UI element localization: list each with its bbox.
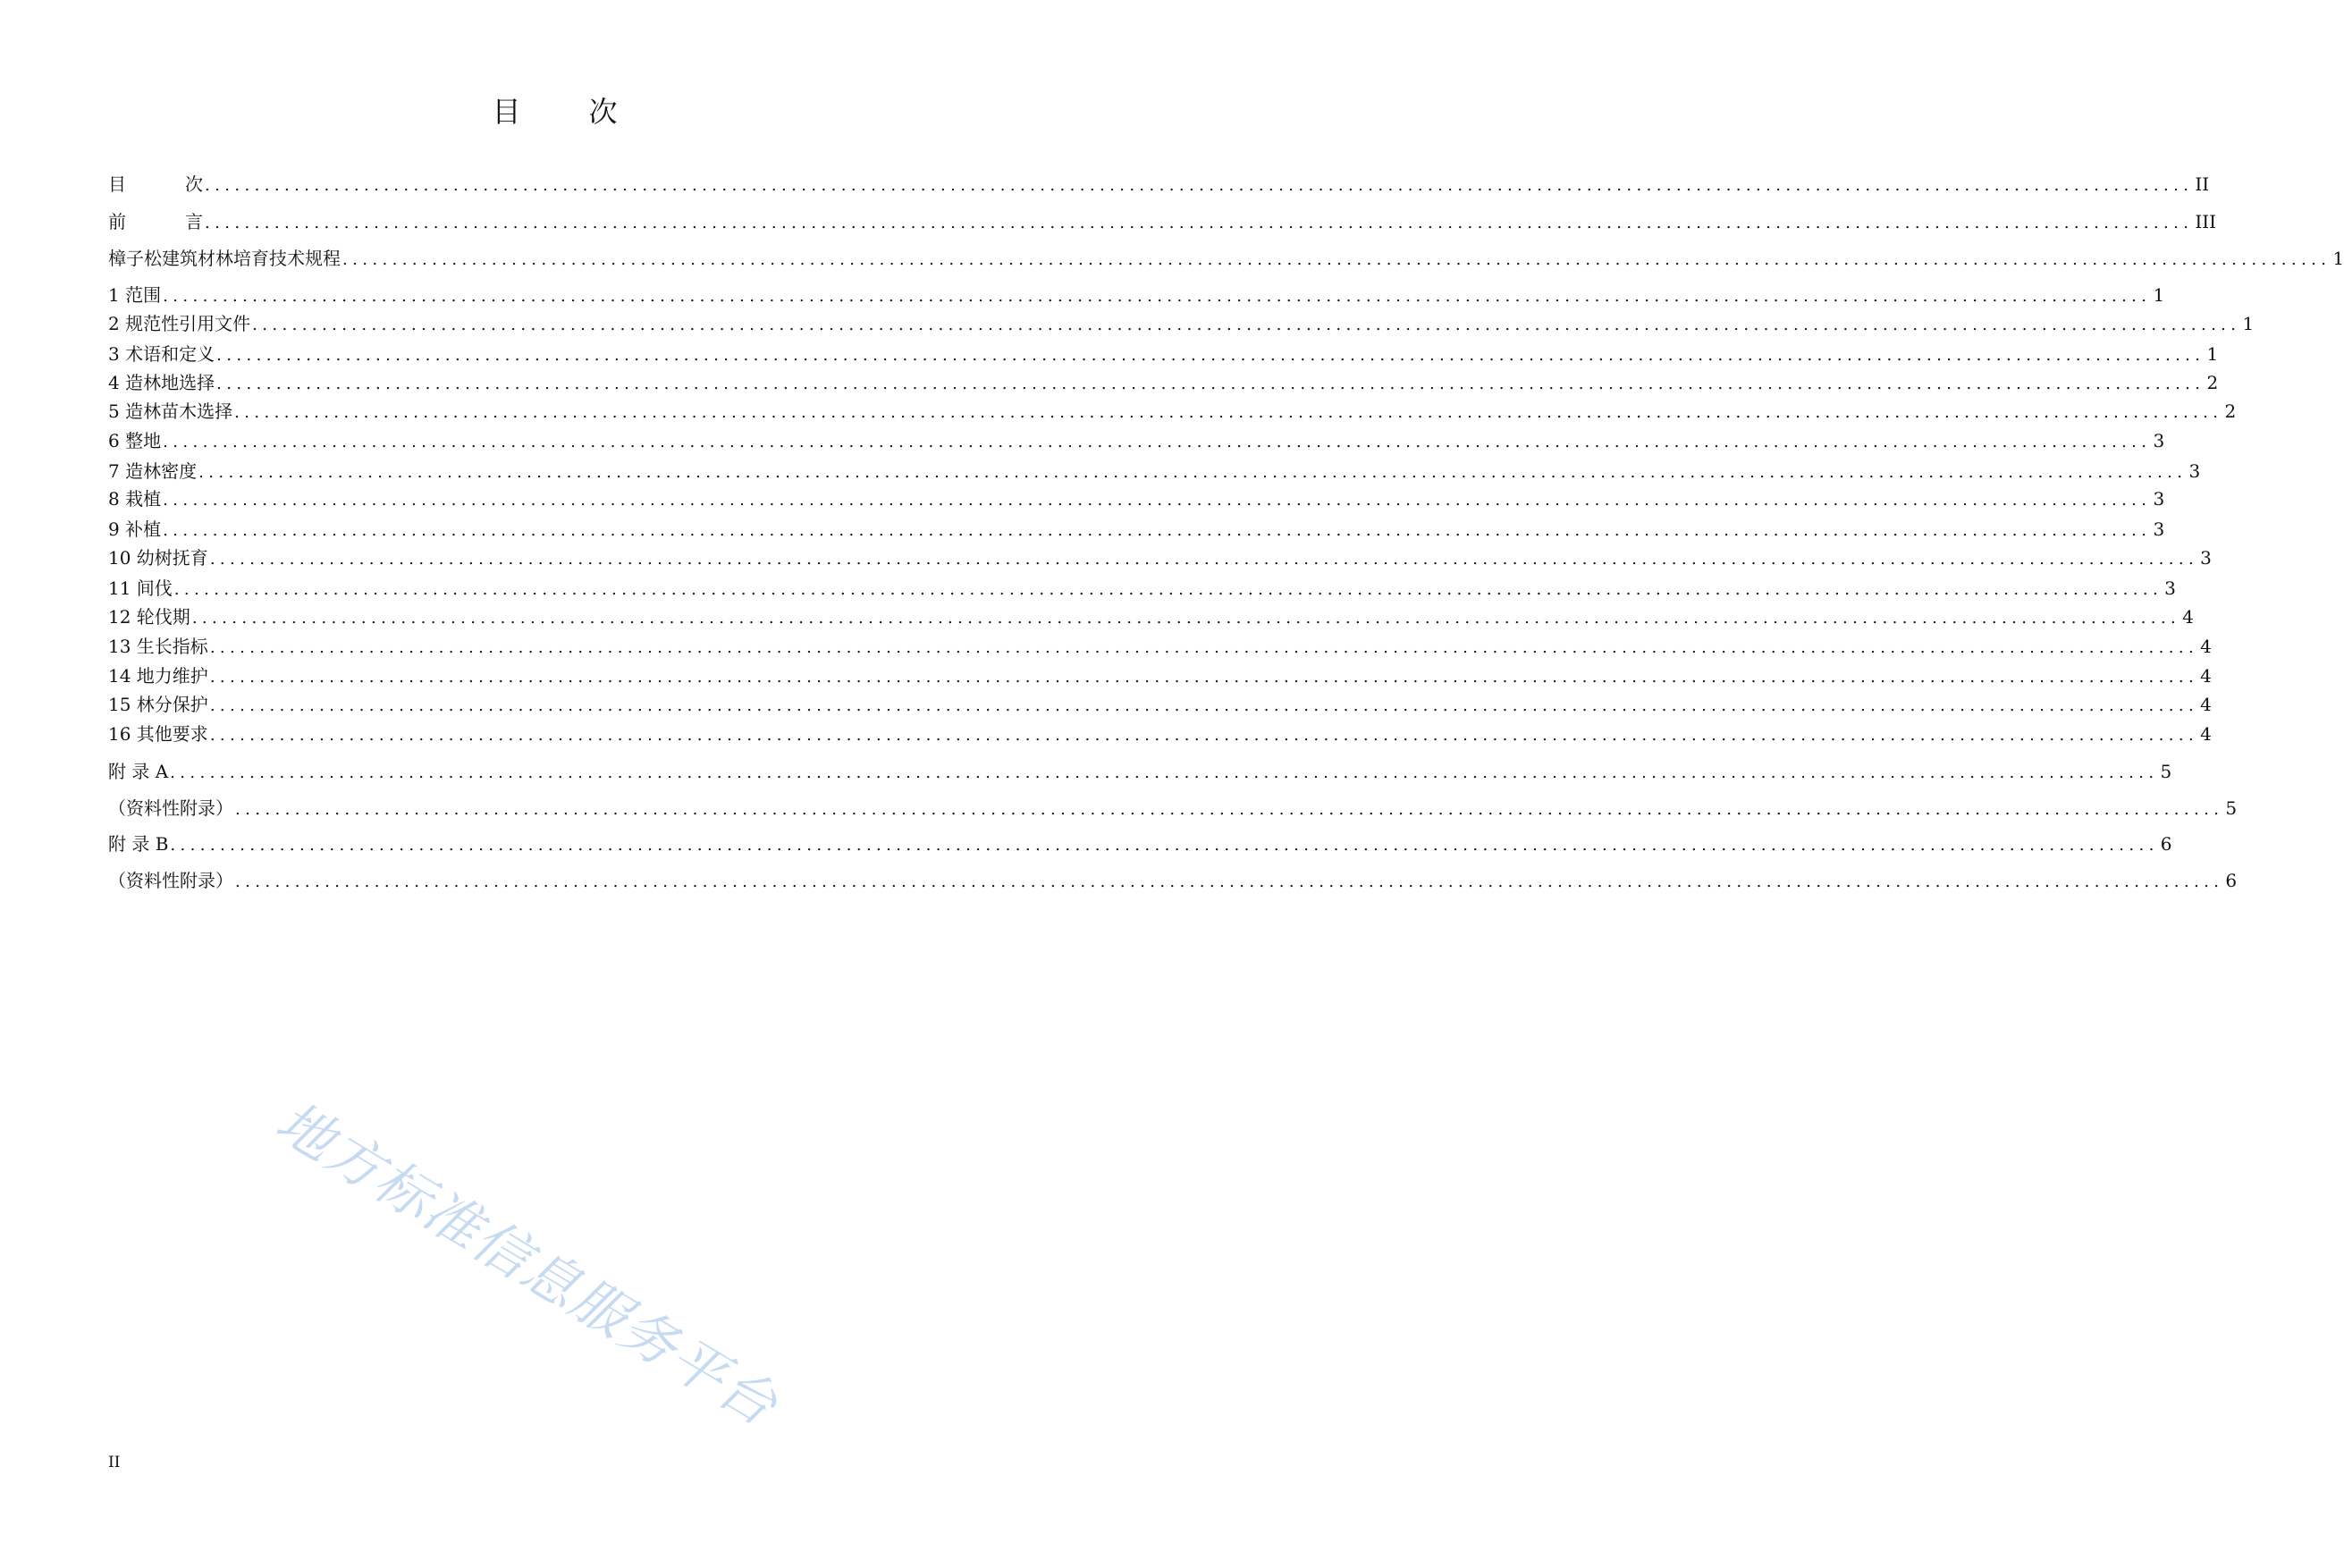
toc-entry-label: 3 术语和定义 bbox=[108, 343, 215, 365]
dot-leader: ........................................................................................................................................................................................................ bbox=[170, 836, 2159, 855]
toc-entry-label: 附 录 A bbox=[108, 761, 169, 782]
toc-entry-page: 4 bbox=[2200, 636, 2212, 657]
toc-entry-label: 15 林分保护 bbox=[108, 694, 208, 715]
toc-entry[interactable] bbox=[108, 722, 2212, 746]
toc-entry-page: 3 bbox=[2200, 547, 2212, 569]
toc-entry[interactable] bbox=[108, 459, 2201, 483]
dot-leader: ........................................................................................................................................................................................................ bbox=[163, 491, 2152, 510]
toc-label-part: 前 bbox=[108, 211, 126, 232]
dot-leader: ........................................................................................................................................................................................................ bbox=[170, 763, 2159, 782]
title-char-1: 目 bbox=[492, 95, 521, 129]
dot-leader: ........................................................................................................................................................................................................ bbox=[205, 214, 2194, 232]
toc-entry-page: 3 bbox=[2164, 577, 2176, 599]
page-number: II bbox=[108, 1454, 121, 1471]
toc-entry[interactable] bbox=[108, 832, 2172, 856]
toc-entry-label: 16 其他要求 bbox=[108, 723, 208, 745]
dot-leader: ........................................................................................................................................................................................................ bbox=[173, 580, 2163, 599]
toc-entry-label: 附 录 B bbox=[108, 833, 169, 855]
toc-entry-label: 14 地力维护 bbox=[108, 665, 208, 687]
toc-entry-page: 2 bbox=[2206, 372, 2219, 393]
toc-entry-page: 1 bbox=[2242, 313, 2255, 334]
toc-entry-page: 5 bbox=[2160, 761, 2172, 782]
toc-entry[interactable] bbox=[108, 342, 2219, 366]
dot-leader: ........................................................................................................................................................................................................ bbox=[235, 873, 2224, 891]
toc-entry-page: 2 bbox=[2224, 400, 2237, 422]
toc-entry-page: 4 bbox=[2200, 723, 2212, 745]
toc-entry-page: 4 bbox=[2200, 694, 2212, 715]
toc-entry-label: 1 范围 bbox=[108, 284, 162, 306]
dot-leader: ........................................................................................................................................................................................................ bbox=[235, 800, 2224, 819]
toc-entry-label: 11 间伐 bbox=[108, 577, 173, 599]
toc-entry[interactable] bbox=[108, 518, 2165, 541]
toc-entry-page: 3 bbox=[2153, 518, 2165, 540]
toc-entry-page: 5 bbox=[2225, 797, 2238, 819]
toc-entry[interactable] bbox=[108, 283, 2165, 307]
dot-leader: ........................................................................................................................................................................................................ bbox=[234, 403, 2223, 422]
toc-entry-page: 1 bbox=[2332, 248, 2344, 269]
dot-leader: ........................................................................................................................................................................................................ bbox=[216, 346, 2205, 365]
dot-leader: ........................................................................................................................................................................................................ bbox=[163, 433, 2152, 451]
toc-entry[interactable] bbox=[108, 429, 2165, 452]
toc-entry-page: 4 bbox=[2182, 606, 2194, 628]
toc-entry-page: III bbox=[2195, 211, 2217, 232]
dot-leader: ........................................................................................................................................................................................................ bbox=[209, 696, 2199, 715]
toc-entry-page: 1 bbox=[2153, 284, 2165, 306]
toc-entry-label: 2 规范性引用文件 bbox=[108, 313, 251, 334]
toc-entry-label: 7 造林密度 bbox=[108, 460, 198, 482]
toc-entry-label: 13 生长指标 bbox=[108, 636, 208, 657]
page-title bbox=[0, 89, 1109, 131]
toc-entry[interactable] bbox=[108, 664, 2212, 687]
dot-leader: ........................................................................................................................................................................................................ bbox=[342, 250, 2331, 269]
toc-entry[interactable] bbox=[108, 371, 2219, 394]
dot-leader: ........................................................................................................................................................................................................ bbox=[198, 463, 2188, 482]
toc-entry[interactable] bbox=[108, 635, 2212, 658]
toc-entry-page: 3 bbox=[2153, 430, 2165, 451]
watermark: 地方标准信息服务平台 bbox=[265, 1088, 789, 1439]
toc-entry-page: 6 bbox=[2160, 833, 2172, 855]
toc-entry-label: 12 轮伐期 bbox=[108, 606, 190, 628]
dot-leader: ........................................................................................................................................................................................................ bbox=[163, 521, 2152, 540]
dot-leader: ........................................................................................................................................................................................................ bbox=[209, 668, 2199, 687]
toc-label-part: 言 bbox=[185, 211, 203, 232]
toc-entry-page: 6 bbox=[2225, 870, 2238, 891]
dot-leader: ........................................................................................................................................................................................................ bbox=[209, 638, 2199, 657]
toc-entry[interactable] bbox=[108, 546, 2212, 569]
toc-entry[interactable] bbox=[108, 247, 2344, 270]
toc-entry[interactable] bbox=[108, 210, 2217, 233]
toc-entry-label: 10 幼树抚育 bbox=[108, 547, 208, 569]
toc-entry[interactable] bbox=[108, 400, 2237, 423]
toc-entry[interactable] bbox=[108, 605, 2194, 628]
toc-entry[interactable] bbox=[108, 487, 2165, 510]
toc-entry-label bbox=[108, 210, 203, 233]
toc-entry[interactable] bbox=[108, 693, 2212, 716]
toc-entry-label bbox=[108, 173, 203, 196]
toc-entry-label: 8 栽植 bbox=[108, 488, 162, 510]
toc-entry-label: 4 造林地选择 bbox=[108, 372, 215, 393]
dot-leader: ........................................................................................................................................................................................................ bbox=[209, 550, 2199, 569]
toc-entry-label: 6 整地 bbox=[108, 430, 162, 451]
toc-entry[interactable] bbox=[108, 173, 2210, 196]
toc-entry[interactable] bbox=[108, 760, 2172, 783]
toc-entry-page: II bbox=[2195, 173, 2210, 195]
dot-leader: ........................................................................................................................................................................................................ bbox=[191, 609, 2181, 628]
toc-entry-label: 5 造林苗木选择 bbox=[108, 400, 233, 422]
toc-entry-label: （资料性附录） bbox=[108, 797, 233, 819]
toc-label-part: 目 bbox=[108, 173, 126, 195]
toc-label-part: 次 bbox=[185, 173, 203, 195]
toc-entry[interactable] bbox=[108, 312, 2255, 335]
dot-leader: ........................................................................................................................................................................................................ bbox=[252, 316, 2241, 334]
toc-entry-page: 4 bbox=[2200, 665, 2212, 687]
dot-leader: ........................................................................................................................................................................................................ bbox=[205, 176, 2194, 195]
toc-entry[interactable] bbox=[108, 577, 2176, 600]
toc-entry[interactable] bbox=[108, 797, 2238, 820]
dot-leader: ........................................................................................................................................................................................................ bbox=[163, 287, 2152, 306]
toc-entry[interactable] bbox=[108, 869, 2238, 892]
toc-entry-label: 樟子松建筑材林培育技术规程 bbox=[108, 248, 341, 269]
dot-leader: ........................................................................................................................................................................................................ bbox=[209, 726, 2199, 745]
toc-entry-label: 9 补植 bbox=[108, 518, 162, 540]
toc-entry-page: 3 bbox=[2153, 488, 2165, 510]
toc-entry-page: 3 bbox=[2188, 460, 2201, 482]
dot-leader: ........................................................................................................................................................................................................ bbox=[216, 375, 2205, 393]
toc-entry-label: （资料性附录） bbox=[108, 870, 233, 891]
title-char-2: 次 bbox=[588, 95, 618, 129]
toc-entry-page: 1 bbox=[2206, 343, 2219, 365]
